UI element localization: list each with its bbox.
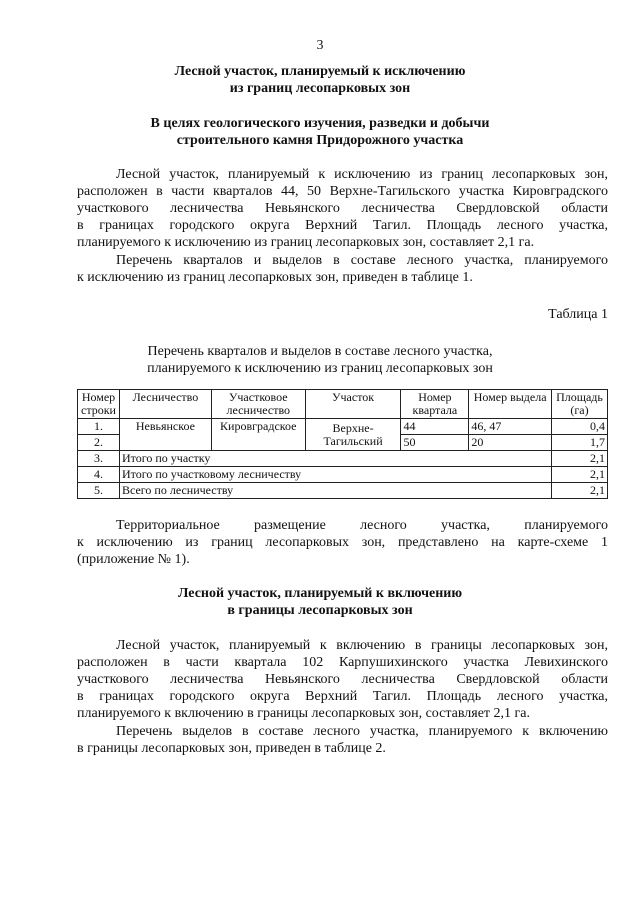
map-reference-paragraph: Территориальное размещение лесного участка, планируемого к исключению из границ лесопарковых зон, представлено на карте-схеме 1 (приложение № 1). (77, 518, 608, 567)
header-plot: Участок (305, 390, 401, 419)
table-total-row: 3. Итого по участку 2,1 (78, 451, 608, 467)
header-forestry: Лесничество (119, 390, 211, 419)
header-district-forestry: Участковое лесничество (211, 390, 305, 419)
forestry-cell: Невьянское (119, 419, 211, 451)
section1-subtitle: В целях геологического изучения, разведки и добычи строительного камня Придорожного участка (150, 116, 490, 148)
section2-title: Лесной участок, планируемый к включению в границы лесопарковых зон (177, 586, 463, 618)
table-total-row: 5. Всего по лесничеству 2,1 (78, 483, 608, 499)
page-number: 3 (316, 38, 324, 53)
header-area: Площадь (га) (551, 390, 607, 419)
table-row: 1. Невьянское Кировградское Верхне- Тагильский 44 46, 47 0,4 (78, 419, 608, 435)
header-row-number: Номер строки (78, 390, 120, 419)
table-total-row: 4. Итого по участковому лесничеству 2,1 (78, 467, 608, 483)
table1-label: Таблица 1 (548, 307, 608, 322)
plot-cell: Верхне- Тагильский (305, 419, 401, 451)
section1-paragraph-1: Лесной участок, планируемый к исключению из границ лесопарковых зон, расположен в части кварталов 44, 50 Верхне-Тагильского участка Кировградского участкового лесничества Невьянского лесничества Свердловской области в границах городского округа Верхний Тагил. Площадь лесного участка, планируемого к исключению из границ лесопарковых зон, составляет 2,1 га. (77, 167, 608, 250)
district-forestry-cell: Кировградское (211, 419, 305, 451)
section2-paragraph-2: Перечень выделов в составе лесного участка, планируемого к включению в границы лесопарковых зон, приведен в таблице 2. (77, 724, 608, 756)
section2-paragraph-1: Лесной участок, планируемый к включению в границы лесопарковых зон, расположен в части квартала 102 Карпушихинского участка Левихинского участкового лесничества Невьянского лесничества Свердловской области в границах городского округа Верхний Тагил. Площадь лесного участка, планируемого к включению в границы лесопарковых зон, составляет 2,1 га. (77, 638, 608, 721)
section1-paragraph-2: Перечень кварталов и выделов в составе лесного участка, планируемого к исключению из границ лесопарковых зон, приведен в таблице 1. (77, 253, 608, 285)
header-allotment: Номер выдела (469, 390, 552, 419)
table-row: 2. 50 20 1,7 (78, 435, 608, 451)
header-quarter: Номер квартала (401, 390, 469, 419)
table1-caption: Перечень кварталов и выделов в составе лесного участка, планируемого к исключению из границ лесопарковых зон (147, 344, 493, 376)
section1-title: Лесной участок, планируемый к исключению из границ лесопарковых зон (174, 64, 466, 96)
table1 (77, 389, 608, 499)
table-header-row (78, 390, 608, 419)
